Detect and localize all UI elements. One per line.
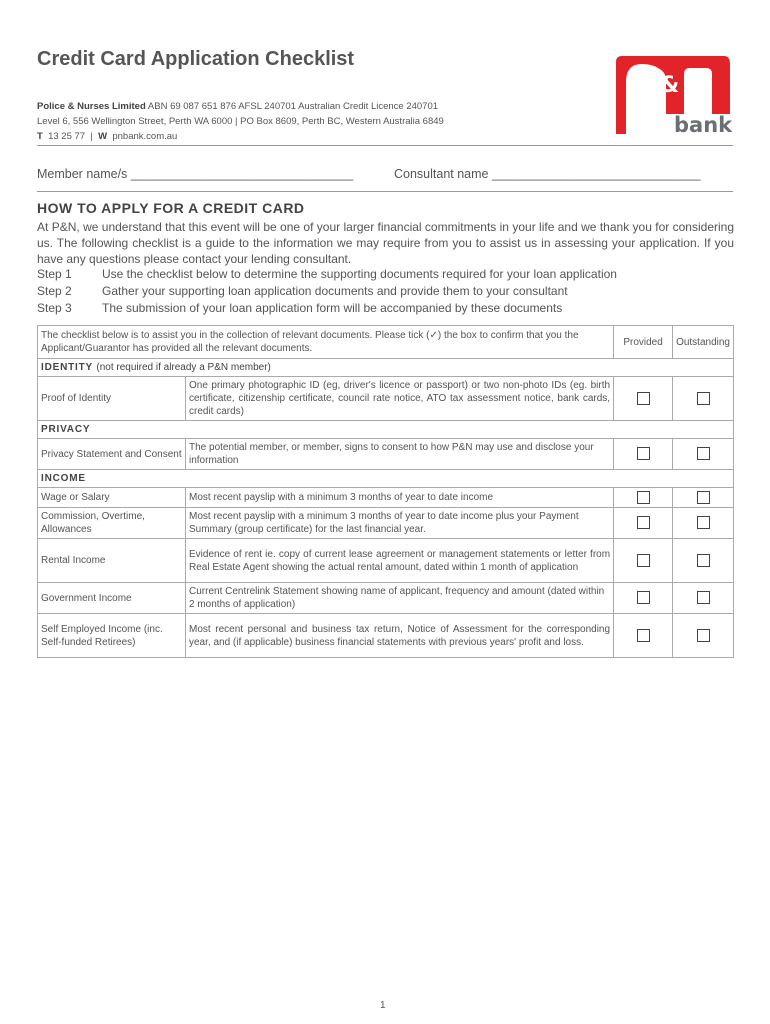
- row-description: The potential member, or member, signs to consent to how P&N may use and disclose your information: [186, 439, 614, 470]
- table-header-row: [38, 326, 734, 359]
- document-checklist-table: [37, 325, 734, 658]
- outstanding-checkbox[interactable]: [697, 629, 710, 642]
- outstanding-checkbox[interactable]: [697, 591, 710, 604]
- row-label: Wage or Salary: [38, 488, 186, 508]
- provided-checkbox[interactable]: [637, 516, 650, 529]
- logo-p-bowl: [634, 72, 654, 92]
- row-label: Self Employed Income (inc. Self-funded Retirees): [38, 614, 186, 658]
- table-row: [38, 614, 734, 658]
- privacy-title: PRIVACY: [38, 421, 734, 439]
- phone-number: 13 25 77: [48, 131, 86, 142]
- table-row: [38, 439, 734, 470]
- logo-ampersand: &: [660, 73, 680, 98]
- pn-bank-logo: [612, 52, 735, 136]
- section-heading: HOW TO APPLY FOR A CREDIT CARD: [37, 200, 305, 216]
- section-identity: [38, 359, 734, 377]
- row-description: Most recent payslip with a minimum 3 months of year to date income: [186, 488, 614, 508]
- page-number: 1: [380, 1000, 386, 1011]
- col-provided: Provided: [614, 326, 673, 359]
- provided-checkbox[interactable]: [637, 491, 650, 504]
- consultant-name-field[interactable]: Consultant name ______________________________: [394, 167, 701, 181]
- table-row: [38, 488, 734, 508]
- row-label: Proof of Identity: [38, 377, 186, 421]
- identity-title: IDENTITY: [41, 362, 93, 373]
- logo-sub: bank: [674, 113, 733, 136]
- identity-note: (not required if already a P&N member): [96, 362, 271, 373]
- table-row: [38, 508, 734, 539]
- row-label: Commission, Overtime, Allowances: [38, 508, 186, 539]
- section-privacy: [38, 421, 734, 439]
- provided-checkbox[interactable]: [637, 554, 650, 567]
- org-address: Level 6, 556 Wellington Street, Perth WA 6000 | PO Box 8609, Perth BC, Western Australia 6849: [37, 116, 444, 127]
- row-label: Privacy Statement and Consent: [38, 439, 186, 470]
- header-divider: [37, 145, 733, 146]
- outstanding-checkbox[interactable]: [697, 554, 710, 567]
- org-details: Police & Nurses Limited ABN 69 087 651 876 AFSL 240701 Australian Credit Licence 240701 Level 6, 556 Wellington Street, Perth WA 6000 | PO Box 8609, Perth BC, Western Australia 6849 T 13 25 77 | W pnbank.com.au: [37, 101, 444, 142]
- phone-label: T: [37, 131, 43, 142]
- provided-checkbox[interactable]: [637, 447, 650, 460]
- income-title: INCOME: [38, 470, 734, 488]
- row-description: Current Centrelink Statement showing name of applicant, frequency and amount (dated within 2 months of application): [186, 583, 614, 614]
- table-row: [38, 377, 734, 421]
- row-label: Government Income: [38, 583, 186, 614]
- outstanding-checkbox[interactable]: [697, 491, 710, 504]
- member-name-field[interactable]: Member name/s ________________________________: [37, 167, 354, 181]
- row-description: Most recent payslip with a minimum 3 months of year to date income plus your Payment Summary (group certificate) for the last financial year.: [186, 508, 614, 539]
- provided-checkbox[interactable]: [637, 591, 650, 604]
- section-income: [38, 470, 734, 488]
- step-1: Step 1 Use the checklist below to determine the supporting documents required for your loan application: [37, 267, 617, 281]
- outstanding-checkbox[interactable]: [697, 516, 710, 529]
- row-description: Evidence of rent ie. copy of current lease agreement or management statements or letter from Real Estate Agent showing the actual rental amount, dated within 1 month of application: [186, 539, 614, 583]
- page-title: Credit Card Application Checklist: [37, 48, 355, 70]
- row-description: One primary photographic ID (eg, driver's licence or passport) or two non-photo IDs (eg. birth certificate, citizenship certificate, council rate notice, ATO tax assessment notice, bank cards, credit cards): [186, 377, 614, 421]
- form-divider: [37, 191, 733, 192]
- row-description: Most recent personal and business tax return, Notice of Assessment for the corresponding year, and (if applicable) business financial statements with previous years' profit and loss.: [186, 614, 614, 658]
- step-3: Step 3 The submission of your loan application form will be accompanied by these documents: [37, 301, 563, 315]
- col-outstanding: Outstanding: [673, 326, 734, 359]
- org-name: Police & Nurses Limited: [37, 101, 146, 112]
- provided-checkbox[interactable]: [637, 392, 650, 405]
- web-address: pnbank.com.au: [112, 131, 178, 142]
- checklist-instruction: The checklist below is to assist you in the collection of relevant documents. Please tick (✓) the box to confirm that you the Applicant/Guarantor has provided all the relevant documents.: [38, 326, 614, 359]
- org-registration: ABN 69 087 651 876 AFSL 240701 Australian Credit Licence 240701: [147, 101, 439, 112]
- provided-checkbox[interactable]: [637, 629, 650, 642]
- row-label: Rental Income: [38, 539, 186, 583]
- table-row: [38, 583, 734, 614]
- web-label: W: [98, 131, 108, 142]
- outstanding-checkbox[interactable]: [697, 447, 710, 460]
- table-row: [38, 539, 734, 583]
- step-2: Step 2 Gather your supporting loan application documents and provide them to your consultant: [37, 284, 568, 298]
- intro-paragraph: At P&N, we understand that this event will be one of your larger financial commitments in your life and we thank you for considering us. The following checklist is a guide to the information we may require from you to assist us in assessing your application. If you have any questions please contact your lending consultant.: [37, 220, 734, 266]
- outstanding-checkbox[interactable]: [697, 392, 710, 405]
